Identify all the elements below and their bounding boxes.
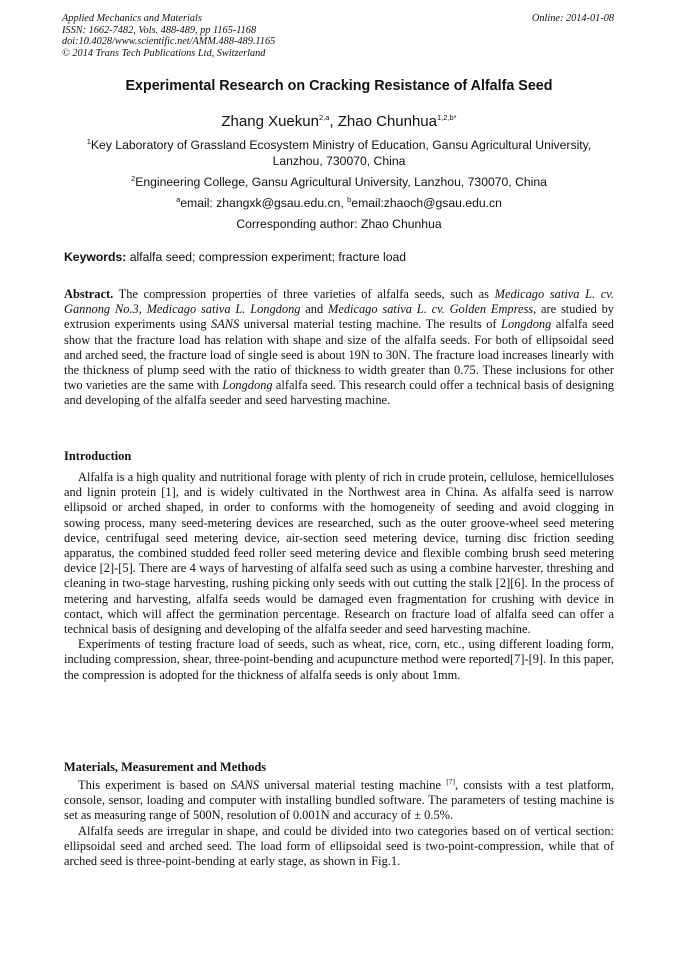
introduction-body [64,470,614,683]
abstract [64,287,614,409]
email-b: email:zhaoch@gsau.edu.cn [351,196,502,210]
abstract-species: Medicago sativa L. cv. Gannong No.3, Medicago sativa L. Longdong [64,287,614,317]
paper-title: Experimental Research on Cracking Resistance of Alfalfa Seed [125,78,553,94]
materials-text: , consists with a test platform, console, sensor, loading and computer with installing bundled software. The parameters of testing machine is set as measuring range of 500N, resolution of 0.001N and accuracy of ± 0.5%. [64,778,615,823]
section-heading-materials: Materials, Measurement and Methods [64,760,267,774]
materials-paragraph-1 [64,778,614,824]
abstract-variety: Longdong [222,378,273,393]
copyright-line: © 2014 Trans Tech Publications Ltd, Switzerland [62,47,266,59]
author-line [70,114,608,130]
author-1-sup: 2,a [318,113,330,122]
abstract-text: alfalfa seed. This research could offer a technical basis of designing and developing of the alfalfa seeder and seed harvesting machine. [64,378,614,408]
online-date: Online: 2014-01-08 [531,13,614,24]
email-a-sup: a [176,194,181,204]
affiliation-2 [70,174,608,190]
journal-name: Applied Mechanics and Materials [62,13,202,24]
author-2-sup: 1,2,b* [437,113,457,122]
email-b-sup: b [347,194,352,204]
affiliation-2-text: Engineering College, Gansu Agricultural University, Lanzhou, 730070, China [135,175,547,189]
citation-sup: [7] [446,776,455,786]
issn-line: ISSN: 1662-7482, Vols. 488-489, pp 1165-1168 [62,24,257,36]
affiliation-1 [70,137,608,169]
abstract-text: and [300,302,329,317]
email-line [70,195,608,211]
abstract-label: Abstract. [64,287,114,301]
abstract-variety: Longdong [501,317,552,332]
abstract-species: Medicago sativa L. cv. Golden Empress [328,302,534,317]
section-heading-introduction: Introduction [64,449,132,463]
abstract-text: The compression properties of three varieties of alfalfa seeds, such as [113,287,495,301]
corresponding-author: Corresponding author: Zhao Chunhua [236,217,442,231]
abstract-paragraph [64,287,614,409]
affiliation-1-text: Key Laboratory of Grassland Ecosystem Ministry of Education, Gansu Agricultural University, Lanzhou, 730070, China [90,138,592,168]
doi-line: doi:10.4028/www.scientific.net/AMM.488-489.1165 [62,36,276,48]
introduction-paragraph-1: Alfalfa is a high quality and nutritional forage with plenty of rich in crude protein, cellulose, hemicelluloses and lignin protein [1], and is widely cultivated in the Northwest area in China. As alfalfa seed is narrow ellipsoid or arched shaped, in order to conforms with the homogeneity of seeding and avoid clogging in sowing process, many seed-metering devices are researched, such as the outer groove-wheel seed metering device, centrifugal seed metering device, air-section seed metering device, turning disc friction seeding apparatus, the combined studded feed roller seed metering device and flexible combing brush seed metering device [2]-[5]. There are 4 ways of harvesting of alfalfa seed such as using a combine harvester, threshing and cleaning in two-stage harvesting, rushing picking only seeds with out cutting the stalk [2][6]. In the process of metering and harvesting, alfalfa seeds would be damaged even fragmentation for crushing with device in contact, which will affect the germination percentage. Research on fracture load of alfalfa seed can offer a technical basis of designing and developing of the alfalfa seeder and seed harvesting machine. [64,470,614,637]
materials-machine: SANS [230,778,260,792]
keywords-text: alfalfa seed; compression experiment; fracture load [126,250,407,264]
affiliation-1-sup: 1 [86,136,91,146]
keywords-label: Keywords: [64,250,127,264]
journal-header [62,13,614,59]
author-1: Zhang Xuekun [221,113,319,130]
author-2: Zhao Chunhua [337,113,437,130]
abstract-text: universal material testing machine. The results of [239,317,502,332]
keywords [64,250,406,264]
abstract-machine: SANS [211,317,240,332]
email-a: email: zhangxk@gsau.edu.cn, [180,196,348,210]
materials-body [64,778,614,869]
affiliation-2-sup: 2 [131,173,136,183]
materials-paragraph-2: Alfalfa seeds are irregular in shape, and could be divided into two categories based on of vertical section: ellipsoidal seed and arched seed. The load form of ellipsoidal seed is two-point-compression, while that of arched seed is three-point-bending at early stage, as shown in Fig.1. [64,823,614,869]
author-separator: , [329,113,338,130]
materials-text: This experiment is based on [78,778,231,792]
abstract-text: alfalfa seed show that the fracture load has relation with shape and size of the alfalfa seeds. For both of ellipsoidal seed and arched seed, the fracture load of single seed is about 19N to 30N. The fracture load increases linearly with the thickness of plump seed with the ratio of thickness to width greater than 0.75. These inclusions for other two varieties are the same with [64,317,614,393]
introduction-paragraph-2: Experiments of testing fracture load of seeds, such as wheat, rice, corn, etc., using different loading form, including compression, shear, three-point-bending and acupuncture method were reported[7]-[9]. In this paper, the compression is adopted for the thickness of alfalfa seeds is only about 1mm. [64,637,614,682]
abstract-text: , are studied by extrusion experiments using [64,302,614,332]
materials-text: universal material testing machine [259,778,447,792]
